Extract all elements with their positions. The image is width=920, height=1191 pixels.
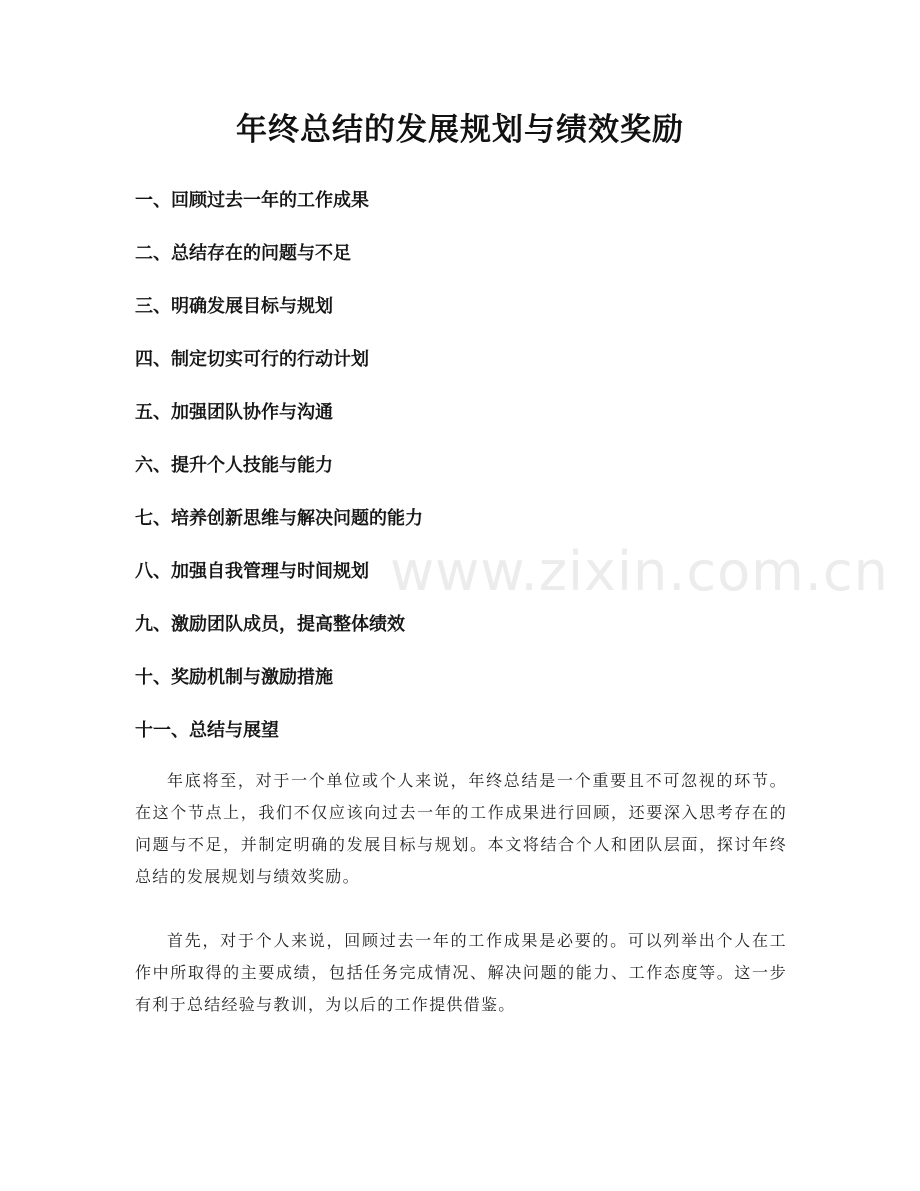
toc-item: 七、培养创新思维与解决问题的能力 xyxy=(135,508,423,529)
toc-item: 一、回顾过去一年的工作成果 xyxy=(135,190,369,211)
toc-item: 十、奖励机制与激励措施 xyxy=(135,667,333,688)
table-of-contents xyxy=(135,186,795,769)
toc-item: 四、制定切实可行的行动计划 xyxy=(135,349,369,370)
toc-item: 三、明确发展目标与规划 xyxy=(135,296,333,317)
toc-item: 九、激励团队成员，提高整体绩效 xyxy=(135,614,405,635)
toc-item: 八、加强自我管理与时间规划 xyxy=(135,561,369,582)
toc-item: 六、提升个人技能与能力 xyxy=(135,455,333,476)
document-title: 年终总结的发展规划与绩效奖励 xyxy=(236,112,684,148)
toc-item: 五、加强团队协作与沟通 xyxy=(135,402,333,423)
body-paragraph: 年底将至，对于一个单位或个人来说，年终总结是一个重要且不可忽视的环节。在这个节点上，我们不仅应该向过去一年的工作成果进行回顾，还要深入思考存在的问题与不足，并制定明确的发展目标与规划。本文将结合个人和团队层面，探讨年终总结的发展规划与绩效奖励。 xyxy=(135,771,787,886)
toc-item: 十一、总结与展望 xyxy=(135,720,279,741)
watermark-text: www.zixin.com.cn xyxy=(390,540,889,603)
body-paragraph: 首先，对于个人来说，回顾过去一年的工作成果是必要的。可以列举出个人在工作中所取得的主要成绩，包括任务完成情况、解决问题的能力、工作态度等。这一步有利于总结经验与教训，为以后的工作提供借鉴。 xyxy=(135,931,787,1014)
toc-item: 二、总结存在的问题与不足 xyxy=(135,243,351,264)
